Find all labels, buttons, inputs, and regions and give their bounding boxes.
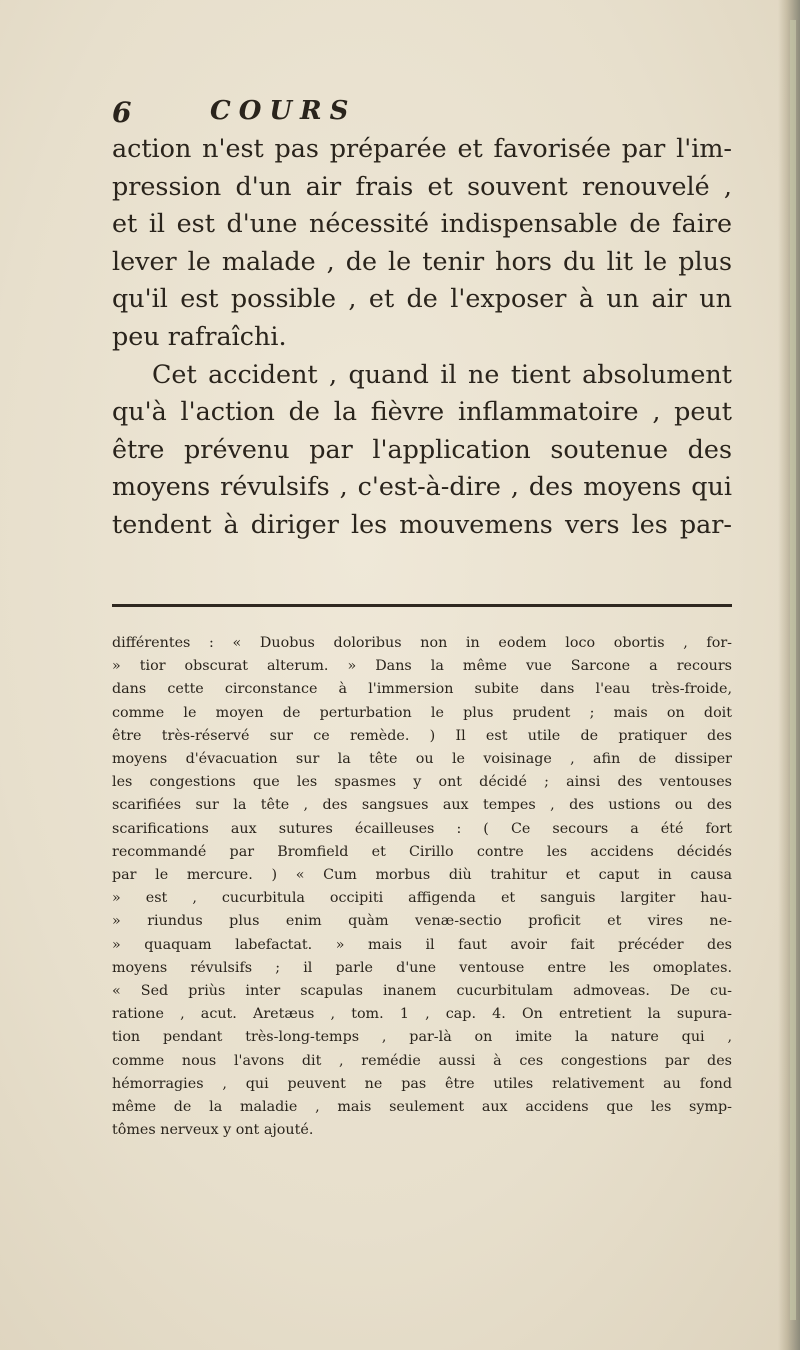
footnote-line: hémorragies , qui peuvent ne pas être utiles relativement au fond <box>112 1075 732 1092</box>
footnote-line: ratione , acut. Aretæus , tom. 1 , cap. 4. On entretient la supura- <box>112 1006 732 1023</box>
footnote-line: les congestions que les spasmes y ont décidé ; ainsi des ventouses <box>112 774 732 791</box>
main-text <box>112 130 732 544</box>
footnote-line: même de la maladie , mais seulement aux accidens que les symp- <box>112 1099 732 1116</box>
footnote-line: dans cette circonstance à l'immersion subite dans l'eau très-froide, <box>112 681 732 698</box>
main-text-line: tendent à diriger les mouvemens vers les par- <box>112 508 732 539</box>
footnote-line: être très-réservé sur ce remède. ) Il est utile de pratiquer des <box>112 727 732 744</box>
footnote-line: tion pendant très-long-temps , par-là on imite la nature qui , <box>112 1029 732 1046</box>
footnote-line: » riundus plus enim quàm venæ-sectio proficit et vires ne- <box>112 913 732 930</box>
footnote-line: scarifiées sur la tête , des sangsues aux tempes , des ustions ou des <box>112 797 732 814</box>
main-text-line: qu'à l'action de la fièvre inflammatoire , peut <box>112 396 732 427</box>
running-head: COURS <box>210 96 357 126</box>
footnote-line: » est , cucurbitula occipiti affigenda et sanguis largiter hau- <box>112 890 732 907</box>
footnote-line: différentes : « Duobus doloribus non in eodem loco obortis , for- <box>112 635 732 651</box>
footnote-line: » quaquam labefactat. » mais il faut avoir fait précéder des <box>112 936 732 953</box>
footnote-line: par le mercure. ) « Cum morbus diù trahitur et caput in causa <box>112 867 732 884</box>
footnote-separator <box>112 604 732 607</box>
footnote-line: comme nous l'avons dit , remédie aussi à ces congestions par des <box>112 1052 732 1069</box>
main-text-line: et il est d'une nécessité indispensable de faire <box>112 208 732 239</box>
page-edge-shadow <box>778 0 800 1350</box>
footnote-line: « Sed priùs inter scapulas inanem cucurbitulam admoveas. De cu- <box>112 983 732 1000</box>
footnote-line: moyens révulsifs ; il parle d'une ventouse entre les omoplates. <box>112 959 732 976</box>
page-number: 6 <box>112 96 132 129</box>
footnote-line: tômes nerveux y ont ajouté. <box>112 1122 314 1139</box>
main-text-line: moyens révulsifs , c'est-à-dire , des moyens qui <box>112 471 732 502</box>
footnote-line: recommandé par Bromfield et Cirillo contre les accidens décidés <box>112 843 732 860</box>
main-text-line: action n'est pas préparée et favorisée par l'im- <box>112 133 732 163</box>
main-text-line: lever le malade , de le tenir hors du lit le plus <box>112 245 732 276</box>
main-text-line: pression d'un air frais et souvent renouvelé , <box>112 170 732 201</box>
main-text-line: qu'il est possible , et de l'exposer à un air un <box>112 283 732 314</box>
main-text-line: peu rafraîchi. <box>112 320 287 351</box>
footnote-line: moyens d'évacuation sur la tête ou le voisinage , afin de dissiper <box>112 751 732 768</box>
main-text-line: être prévenu par l'application soutenue des <box>112 433 732 464</box>
main-text-line: Cet accident , quand il ne tient absolument <box>152 358 732 389</box>
footnote-line: » tior obscurat alterum. » Dans la même vue Sarcone a recours <box>112 658 732 675</box>
footnote-line: scarifications aux sutures écailleuses : ( Ce secours a été fort <box>112 820 732 837</box>
footnote-line: comme le moyen de perturbation le plus prudent ; mais on doit <box>112 704 732 721</box>
footnote-text <box>112 632 732 1142</box>
